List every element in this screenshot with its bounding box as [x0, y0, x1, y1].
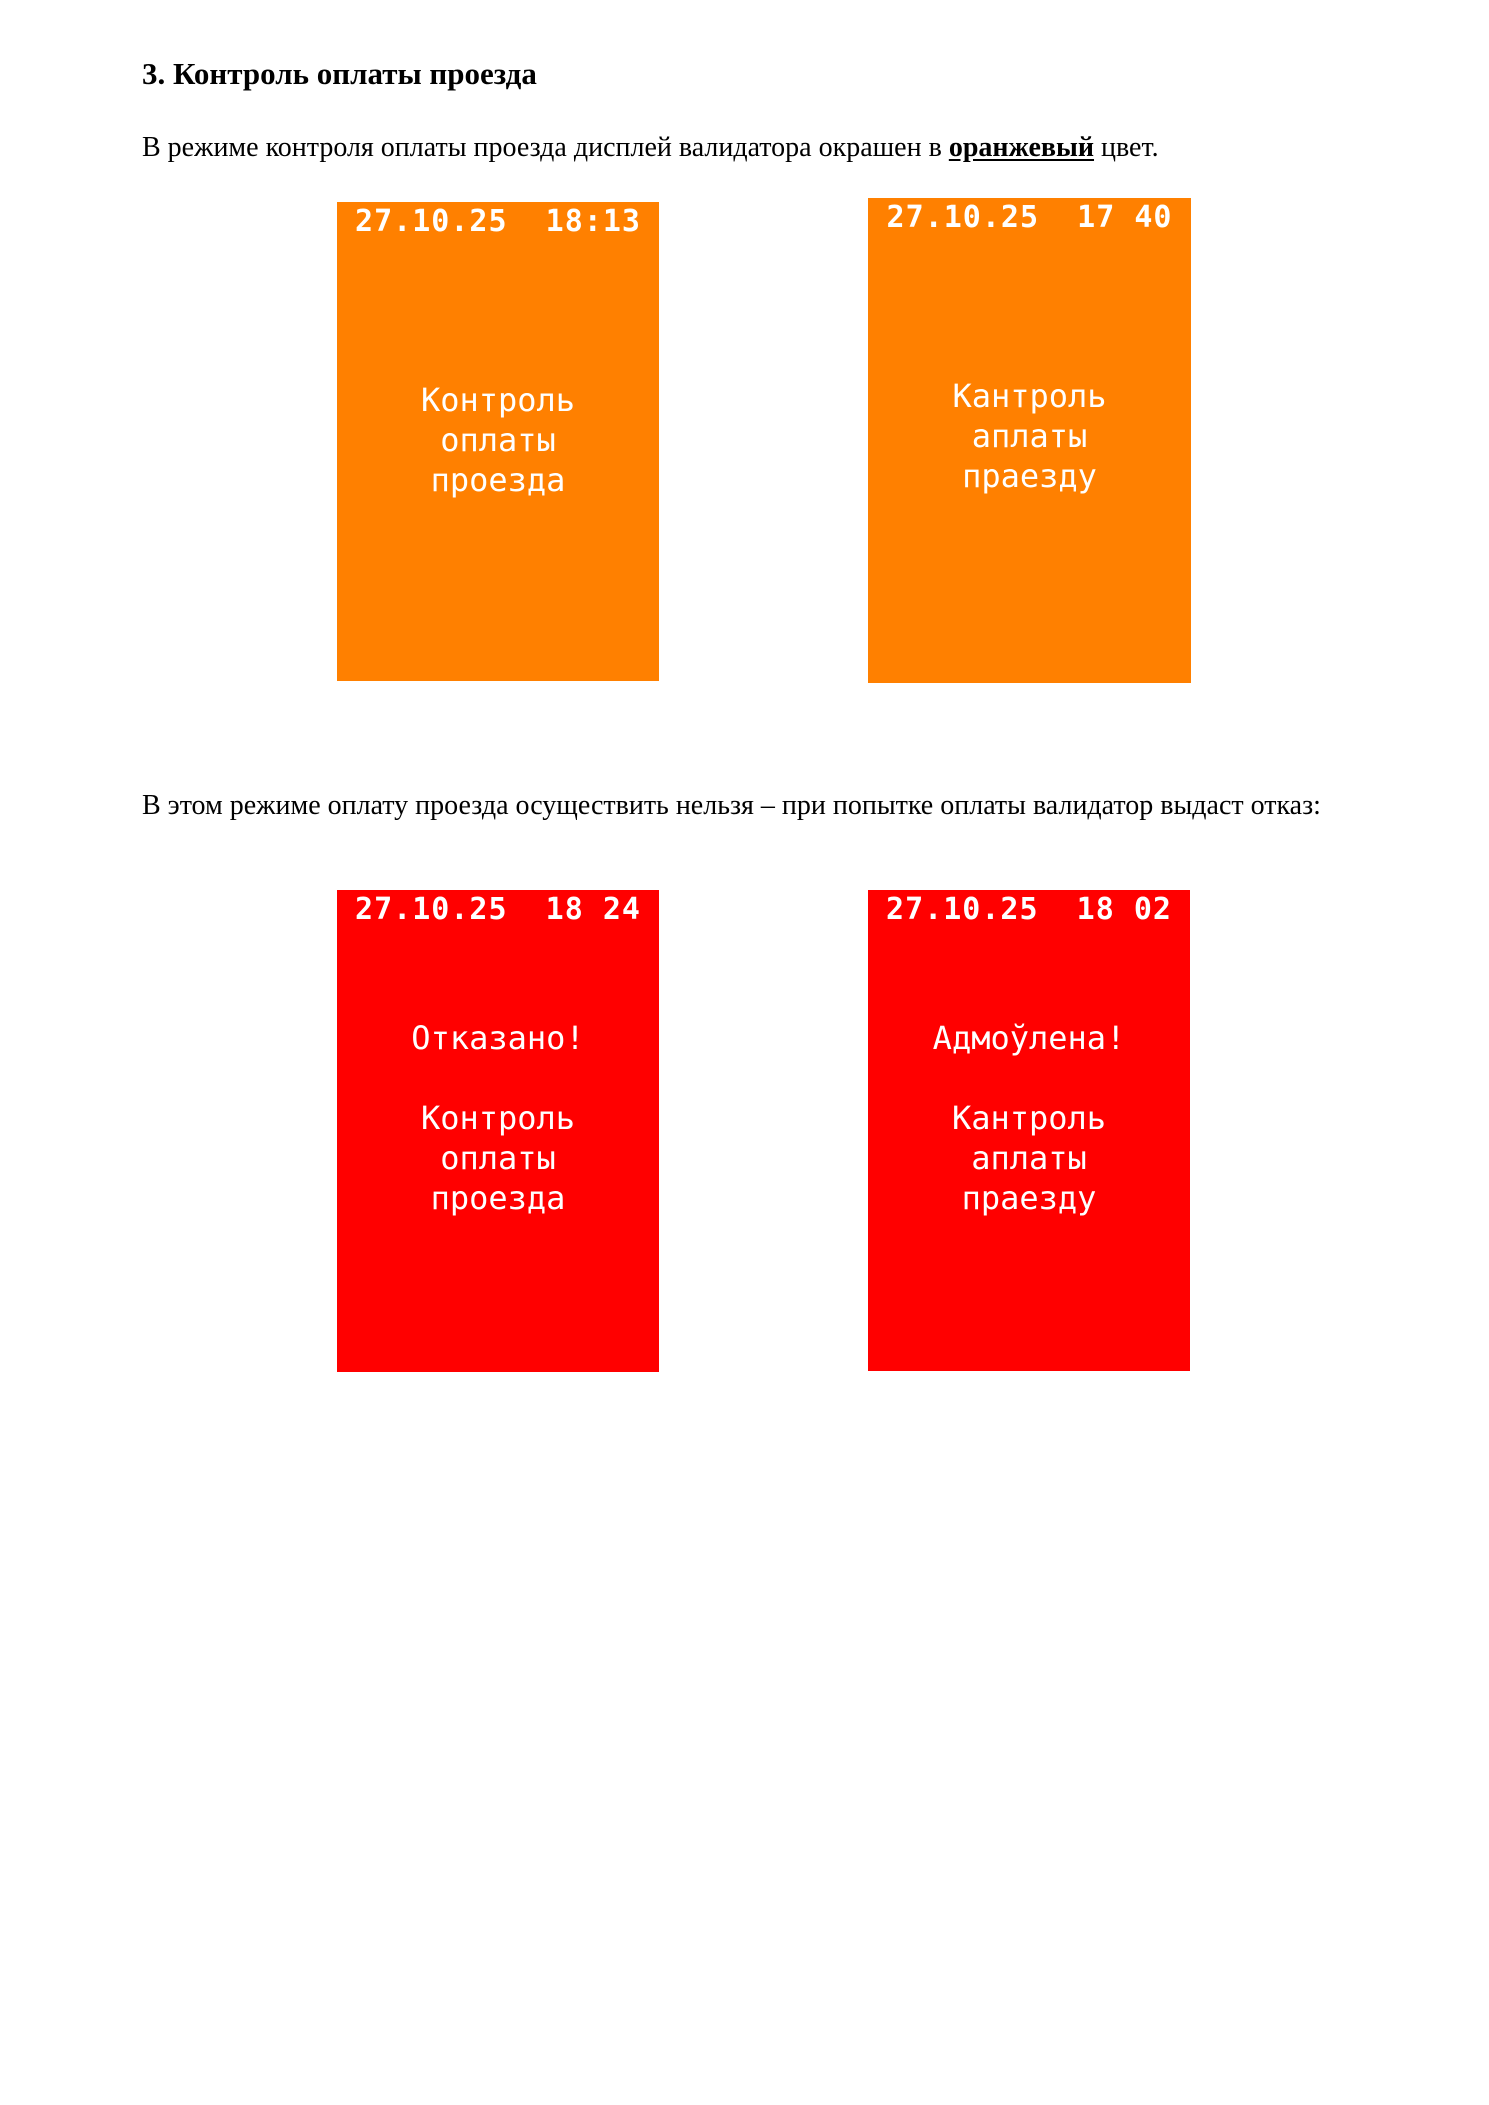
- screen-message: [868, 1018, 1190, 1218]
- screen-line: Контроль: [420, 381, 576, 419]
- refusal-paragraph: В этом режиме оплату проезда осуществить нельзя – при попытке оплаты валидатор выдаст отказ:: [142, 790, 1321, 821]
- screen-message: [337, 380, 659, 500]
- intro-paragraph: [142, 130, 1393, 166]
- screen-line: аплаты: [971, 417, 1088, 455]
- screen-status: Адмоўлена!: [932, 1019, 1126, 1057]
- screen-line: праезду: [962, 457, 1097, 495]
- screen-line: Кантроль: [952, 377, 1107, 415]
- validator-screen-refused-ru: [337, 890, 659, 1372]
- screen-line: аплаты: [971, 1139, 1087, 1177]
- screen-line: Контроль: [420, 1099, 576, 1137]
- screen-line: проезда: [430, 461, 566, 499]
- screen-datetime: 27.10.25 17 40: [886, 200, 1173, 235]
- screen-message: [337, 1018, 659, 1218]
- intro-text-after: цвет.: [1094, 132, 1159, 163]
- screen-datetime: 27.10.25 18 24: [355, 892, 641, 927]
- intro-text-before: В режиме контроля оплаты проезда дисплей валидатора окрашен в: [142, 132, 949, 163]
- screen-status: Отказано!: [411, 1019, 585, 1057]
- screen-line: Кантроль: [951, 1099, 1107, 1137]
- screen-line: праезду: [961, 1179, 1097, 1217]
- screen-datetime: 27.10.25 18 02: [886, 892, 1172, 927]
- screen-message: [868, 376, 1191, 496]
- screen-line: оплаты: [440, 421, 556, 459]
- screen-line: оплаты: [440, 1139, 556, 1177]
- intro-emphasis: оранжевый: [948, 132, 1095, 163]
- screen-datetime: 27.10.25 18:13: [355, 204, 641, 239]
- screen-line: проезда: [430, 1179, 566, 1217]
- validator-screen-refused-by: [868, 890, 1190, 1371]
- validator-screen-control-ru: [337, 202, 659, 681]
- validator-screen-control-by: [868, 198, 1191, 683]
- section-heading: 3. Контроль оплаты проезда: [142, 56, 537, 91]
